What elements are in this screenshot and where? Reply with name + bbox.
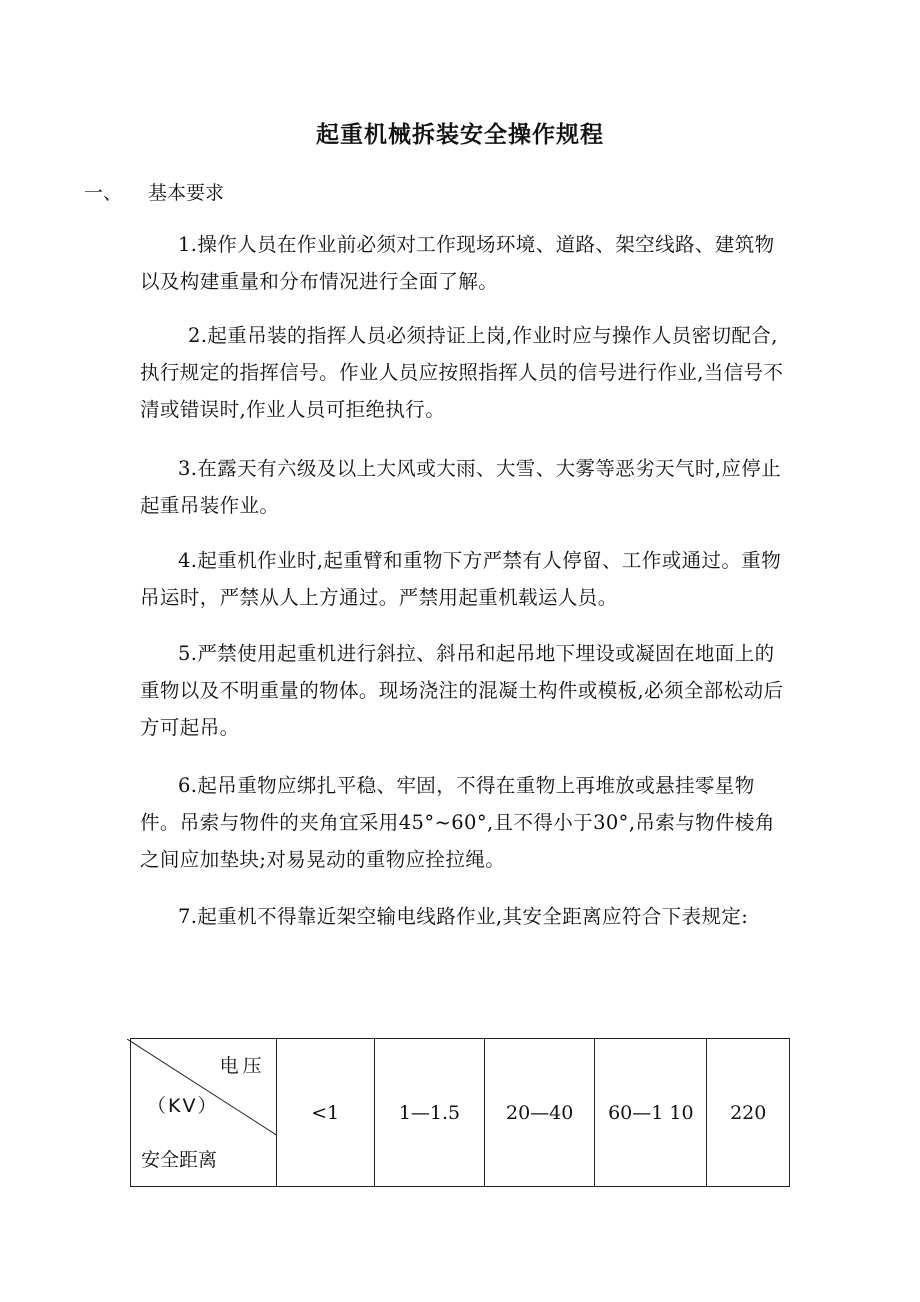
table-header-diagonal-cell xyxy=(131,1039,277,1187)
table-cell-voltage-3: 20—40 xyxy=(485,1039,595,1187)
paragraph-3: 3.在露天有六级及以上大风或大雨、大雪、大雾等恶劣天气时,应停止起重吊装作业。 xyxy=(140,457,782,517)
paragraph-7: 7.起重机不得靠近架空输电线路作业,其安全距离应符合下表规定: xyxy=(178,905,749,928)
table-row xyxy=(131,1039,790,1187)
paragraph-4: 4.起重机作业时,起重臂和重物下方严禁有人停留、工作或通过。重物吊运时，严禁从人上方通过。严禁用起重机载运人员。 xyxy=(140,549,782,609)
header-voltage-label: 电压 xyxy=(219,1055,266,1077)
table-cell-voltage-2: 1—1.5 xyxy=(374,1039,484,1187)
header-distance-label: 安全距离 xyxy=(141,1149,218,1171)
section-heading-text: 基本要求 xyxy=(148,182,225,204)
document-title: 起重机械拆装安全操作规程 xyxy=(316,122,604,148)
table-cell-voltage-4: 60—1 10 xyxy=(595,1039,707,1187)
section-heading xyxy=(84,178,224,205)
table-cell-voltage-1: <1 xyxy=(276,1039,374,1187)
paragraph-6: 6.起吊重物应绑扎平稳、牢固，不得在重物上再堆放或悬挂零星物件。吊索与物件的夹角宜采用45°~60°,且不得小于30°,吊索与物件棱角之间应加垫块;对易晃动的重物应拴拉绳。 xyxy=(140,774,775,871)
paragraph-2: 2.起重吊装的指挥人员必须持证上岗,作业时应与操作人员密切配合,执行规定的指挥信号。作业人员应按照指挥人员的信号进行作业,当信号不清或错误时,作业人员可拒绝执行。 xyxy=(140,324,784,421)
paragraph-5: 5.严禁使用起重机进行斜拉、斜吊和起吊地下埋设或凝固在地面上的重物以及不明重量的物体。现场浇注的混凝土构件或模板,必须全部松动后方可起吊。 xyxy=(140,642,784,739)
table-cell-voltage-5: 220 xyxy=(707,1039,790,1187)
safety-distance-table xyxy=(130,1038,790,1187)
header-unit-label: （KV） xyxy=(147,1095,219,1117)
paragraph-1: 1.操作人员在作业前必须对工作现场环境、道路、架空线路、建筑物以及构建重量和分布情况进行全面了解。 xyxy=(140,233,775,293)
section-number: 一、 xyxy=(84,182,123,204)
